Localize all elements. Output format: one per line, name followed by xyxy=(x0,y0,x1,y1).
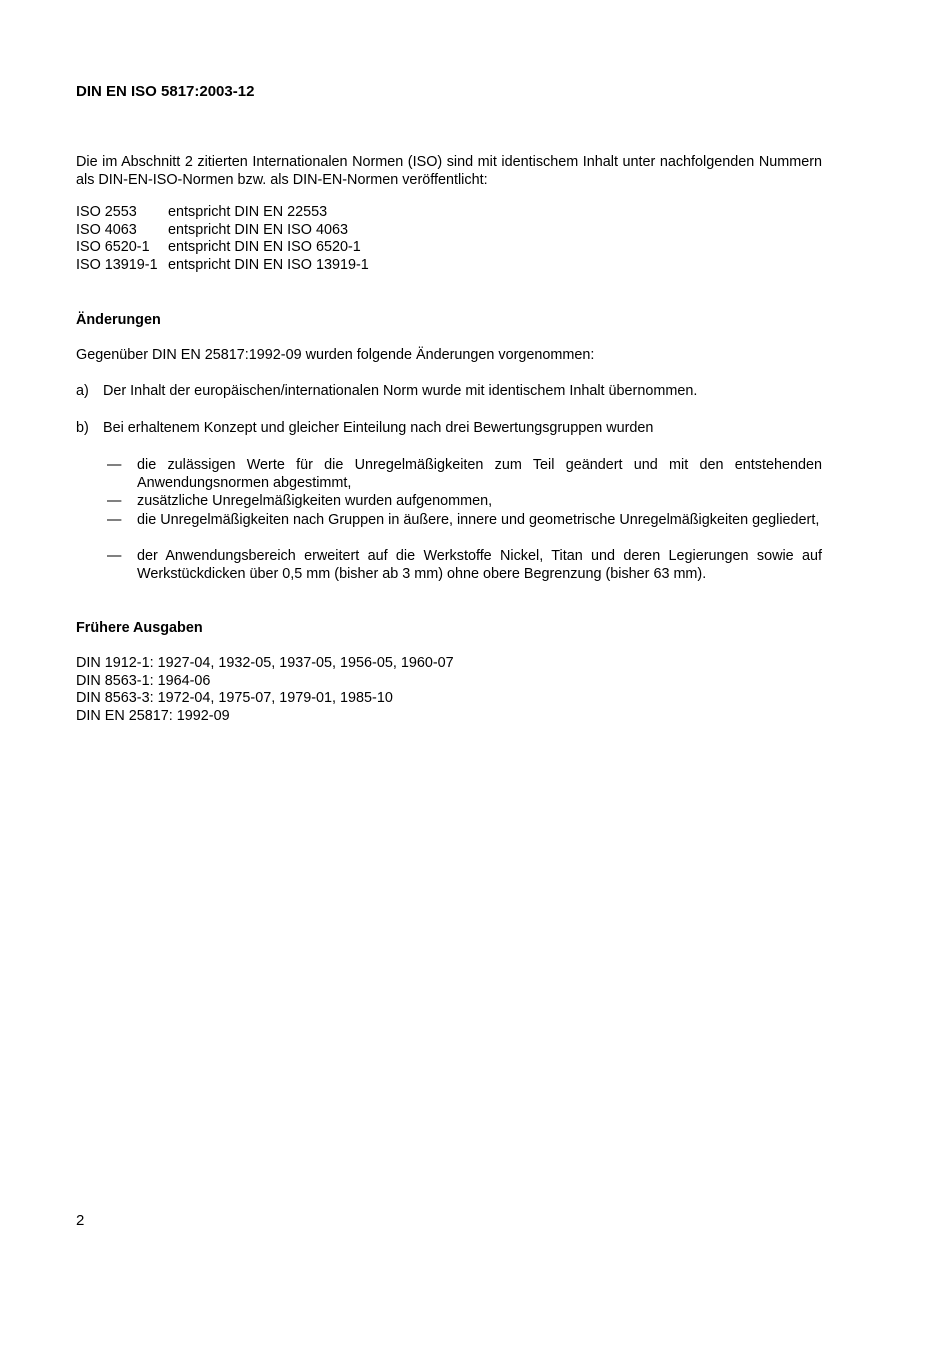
previous-editions-list xyxy=(76,655,454,725)
list-marker: b) xyxy=(76,420,89,436)
list-item xyxy=(76,383,822,401)
din-equivalent: entspricht DIN EN ISO 13919-1 xyxy=(168,256,369,273)
table-row xyxy=(76,204,369,222)
list-item xyxy=(107,548,822,583)
list-item: DIN 8563-3: 1972-04, 1975-07, 1979-01, 1985-10 xyxy=(76,690,393,706)
iso-number: ISO 2553 xyxy=(76,204,137,220)
din-equivalent: entspricht DIN EN ISO 4063 xyxy=(168,221,348,238)
table-row xyxy=(76,239,369,257)
list-item: DIN 8563-1: 1964-06 xyxy=(76,672,211,689)
changes-intro: Gegenüber DIN EN 25817:1992-09 wurden folgende Änderungen vorgenommen: xyxy=(76,347,595,363)
list-item-text: Bei erhaltenem Konzept und gleicher Einteilung nach drei Bewertungsgruppen wurden xyxy=(103,420,654,436)
din-equivalent: entspricht DIN EN ISO 6520-1 xyxy=(168,239,361,255)
list-item xyxy=(107,457,822,492)
dash-marker: — xyxy=(107,493,122,509)
document-header-title: DIN EN ISO 5817:2003-12 xyxy=(76,83,255,100)
list-item-text: zusätzliche Unregelmäßigkeiten wurden aufgenommen, xyxy=(137,493,493,509)
dash-marker: — xyxy=(107,548,122,564)
page-number: 2 xyxy=(76,1212,85,1229)
standards-mapping-table xyxy=(76,204,369,274)
changes-heading: Änderungen xyxy=(76,312,161,328)
iso-number: ISO 6520-1 xyxy=(76,239,150,255)
list-item xyxy=(107,512,822,530)
dash-marker: — xyxy=(107,457,122,473)
iso-number: ISO 4063 xyxy=(76,221,137,238)
dash-marker: — xyxy=(107,512,122,528)
din-equivalent: entspricht DIN EN 22553 xyxy=(168,204,328,220)
previous-editions-heading: Frühere Ausgaben xyxy=(76,620,203,636)
iso-number: ISO 13919-1 xyxy=(76,256,158,273)
intro-paragraph: Die im Abschnitt 2 zitierten Internationalen Normen (ISO) sind mit identischem Inhalt unter nachfolgenden Nummern als DIN-EN-ISO-Normen bzw. als DIN-EN-Normen veröffentlicht: xyxy=(76,154,822,188)
list-item-text: Der Inhalt der europäischen/internationalen Norm wurde mit identischem Inhalt übernommen. xyxy=(103,383,698,399)
list-item-text: die zulässigen Werte für die Unregelmäßigkeiten zum Teil geändert und mit den entstehenden Anwendungsnormen abgestimmt, xyxy=(137,457,822,491)
table-row xyxy=(76,222,369,240)
list-item: DIN 1912-1: 1927-04, 1932-05, 1937-05, 1956-05, 1960-07 xyxy=(76,655,454,671)
list-item-text: die Unregelmäßigkeiten nach Gruppen in äußere, innere und geometrische Unregelmäßigkeiten gegliedert, xyxy=(137,512,820,528)
table-row xyxy=(76,257,369,275)
list-item-text: der Anwendungsbereich erweitert auf die Werkstoffe Nickel, Titan und deren Legierungen sowie auf Werkstückdicken über 0,5 mm (bisher ab 3 mm) ohne obere Begrenzung (bisher 63 mm). xyxy=(137,548,822,582)
list-item xyxy=(76,420,822,438)
list-marker: a) xyxy=(76,383,89,399)
list-item: DIN EN 25817: 1992-09 xyxy=(76,707,230,724)
list-item xyxy=(107,493,822,511)
